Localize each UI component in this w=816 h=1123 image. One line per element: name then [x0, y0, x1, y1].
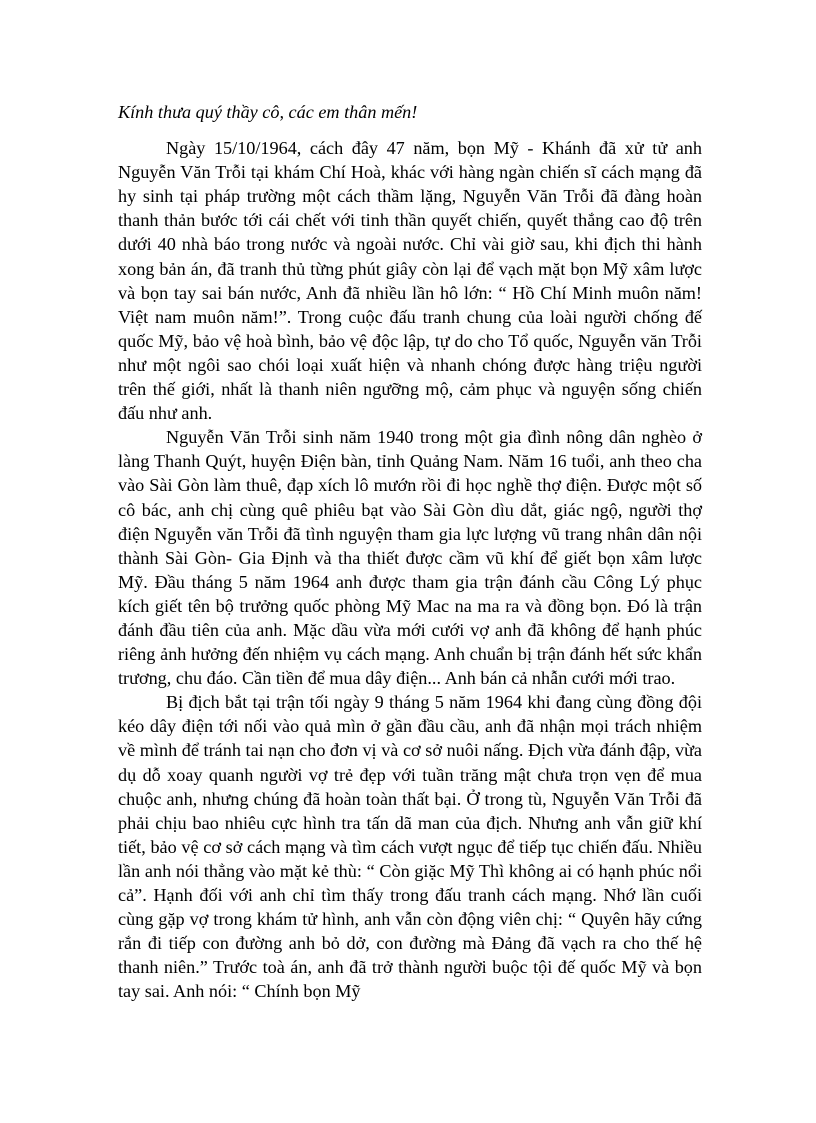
- document-body: [118, 100, 702, 1003]
- paragraph-1: Ngày 15/10/1964, cách đây 47 năm, bọn Mỹ - Khánh đã xử tử anh Nguyễn Văn Trỗi tại khám Chí Hoà, khác với hàng ngàn chiến sĩ cách mạng đã hy sinh tại pháp trường một cách thầm lặng, Nguyễn Văn Trỗi đã đàng hoàn thanh thản bước tới cái chết với tinh thần quyết chiến, quyết thắng cao độ trên dưới 40 nhà báo trong nước và ngoài nước. Chỉ vài giờ sau, khi địch thi hành xong bản án, đã tranh thủ từng phút giây còn lại để vạch mặt bọn Mỹ xâm lược và bọn tay sai bán nước, Anh đã nhiều lần hô lớn: “ Hồ Chí Minh muôn năm! Việt nam muôn năm!”. Trong cuộc đấu tranh chung của loài người chống đế quốc Mỹ, bảo vệ hoà bình, bảo vệ độc lập, tự do cho Tổ quốc, Nguyễn văn Trỗi như một ngôi sao chói loại xuất hiện và nhanh chóng được hàng triệu người trên thế giới, nhất là thanh niên ngưỡng mộ, cảm phục và nguyện sống chiến đấu như anh.: [118, 138, 702, 424]
- paragraph-3: Bị địch bắt tại trận tối ngày 9 tháng 5 năm 1964 khi đang cùng đồng đội kéo dây điện tới nối vào quả mìn ở gần đầu cầu, anh đã nhận mọi trách nhiệm về mình để tránh tai nạn cho đơn vị và cơ sở nuôi nấng. Địch vừa đánh đập, vừa dụ dỗ xoay quanh người vợ trẻ đẹp với tuần trăng mật chưa trọn vẹn để mua chuộc anh, nhưng chúng đã hoàn toàn thất bại. Ở trong tù, Nguyễn Văn Trỗi đã phải chịu bao nhiêu cực hình tra tấn dã man của địch. Nhưng anh vẫn giữ khí tiết, bảo vệ cơ sở cách mạng và tìm cách vượt ngục để tiếp tục chiến đấu. Nhiều lần anh nói thẳng vào mặt kẻ thù: “ Còn giặc Mỹ Thì không ai có hạnh phúc nổi cả”. Hạnh đối với anh chỉ tìm thấy trong đấu tranh cách mạng. Nhớ lần cuối cùng gặp vợ trong khám tử hình, anh vẫn còn động viên chị: “ Quyên hãy cứng rắn đi tiếp con đường anh bỏ dở, con đường mà Đảng đã vạch ra cho thế hệ thanh niên.” Trước toà án, anh đã trở thành người buộc tội đế quốc Mỹ và bọn tay sai. Anh nói: “ Chính bọn Mỹ: [118, 692, 702, 1002]
- paragraph-2: Nguyễn Văn Trỗi sinh năm 1940 trong một gia đình nông dân nghèo ở làng Thanh Quýt, huyện Điện bàn, tỉnh Quảng Nam. Năm 16 tuổi, anh theo cha vào Sài Gòn làm thuê, đạp xích lô mướn rồi đi học nghề thợ điện. Được một số cô bác, anh chị cùng quê phiêu bạt vào Sài Gòn dìu dắt, giác ngộ, người thợ điện Nguyễn văn Trỗi đã tình nguyện tham gia lực lượng vũ trang nhân dân nội thành Sài Gòn- Gia Định và tha thiết được cầm vũ khí để giết bọn xâm lược Mỹ. Đầu tháng 5 năm 1964 anh được tham gia trận đánh cầu Công Lý phục kích giết tên bộ trưởng quốc phòng Mỹ Mac na ma ra và đồng bọn. Đó là trận đánh đầu tiên của anh. Mặc dầu vừa mới cưới vợ anh đã không để hạnh phúc riêng ảnh hưởng đến nhiệm vụ cách mạng. Anh chuẩn bị trận đánh hết sức khẩn trương, chu đáo. Cần tiền để mua dây điện... Anh bán cả nhẫn cưới mới trao.: [118, 427, 702, 689]
- greeting-line: Kính thưa quý thầy cô, các em thân mến!: [118, 102, 418, 122]
